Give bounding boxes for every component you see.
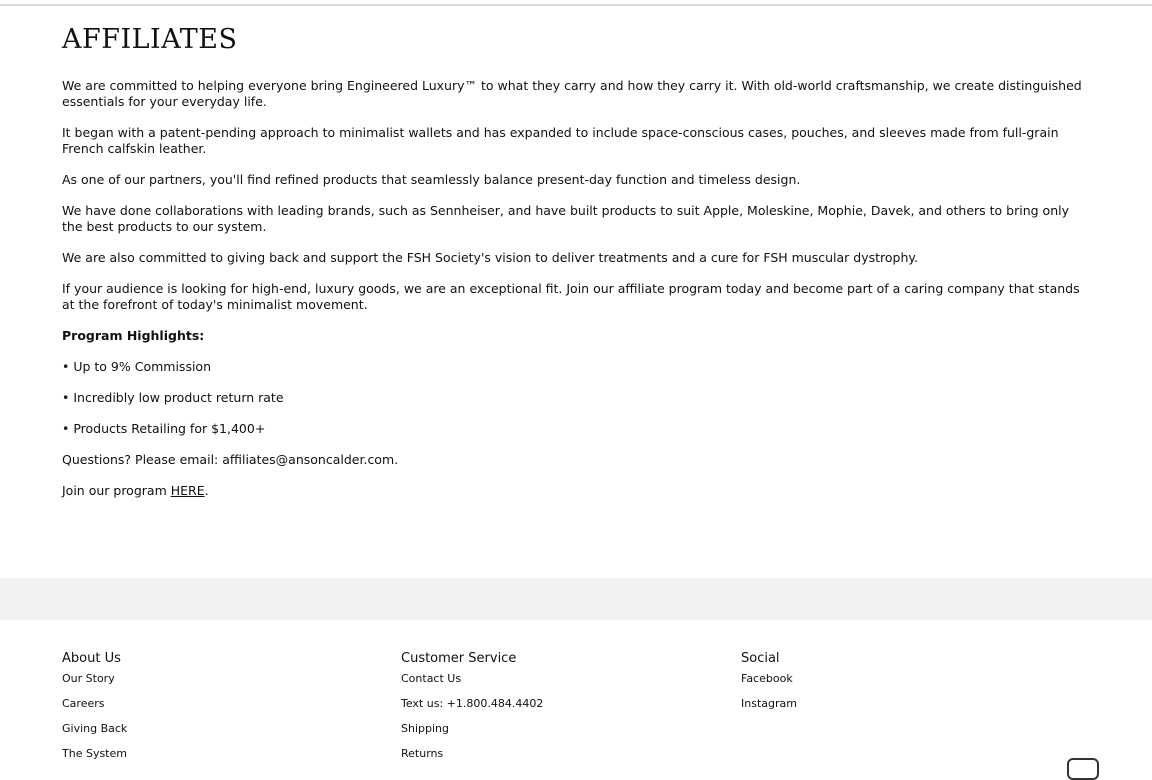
footer-link-careers[interactable]: Careers	[62, 697, 105, 710]
join-suffix: .	[204, 483, 209, 498]
intro-paragraph: We are committed to helping everyone bring Engineered Luxury™ to what they carry and how they carry it. With old-world craftsmanship, we create distinguished essentials for your everyday life.	[62, 78, 1082, 109]
footer-link-shipping[interactable]: Shipping	[401, 722, 449, 735]
footer-social-heading: Social	[741, 651, 780, 666]
chat-icon[interactable]	[1067, 758, 1099, 780]
footer-social-column	[741, 650, 797, 722]
footer-about-heading: About Us	[62, 651, 121, 666]
highlight-item: • Products Retailing for $1,400+	[62, 421, 266, 436]
highlight-item: • Up to 9% Commission	[62, 359, 211, 374]
join-line	[62, 483, 1092, 499]
questions-email: Questions? Please email: affiliates@ansoncalder.com.	[62, 452, 399, 467]
partners-paragraph: As one of our partners, you'll find refined products that seamlessly balance present-day function and timeless design.	[62, 172, 801, 187]
footer-link-facebook[interactable]: Facebook	[741, 672, 793, 685]
history-paragraph: It began with a patent-pending approach to minimalist wallets and has expanded to include space-conscious cases, pouches, and sleeves made from full-grain French calfskin leather.	[62, 125, 1059, 156]
footer-link-the-system[interactable]: The System	[62, 747, 127, 760]
footer-link-contact-us[interactable]: Contact Us	[401, 672, 462, 685]
collaborations-paragraph: We have done collaborations with leading brands, such as Sennheiser, and have built products to suit Apple, Moleskine, Mophie, Davek, and others to bring only the best products to our system.	[62, 203, 1070, 234]
giving-back-paragraph: We are also committed to giving back and support the FSH Society's vision to deliver treatments and a cure for FSH muscular dystrophy.	[62, 250, 918, 265]
page-title: AFFILIATES	[62, 24, 238, 55]
join-prefix: Join our program	[62, 483, 171, 498]
highlight-item: • Incredibly low product return rate	[62, 390, 284, 405]
footer-link-returns[interactable]: Returns	[401, 747, 444, 760]
audience-paragraph: If your audience is looking for high-end, luxury goods, we are an exceptional fit. Join our affiliate program today and become part of a caring company that stands at the forefront of today's minimalist movement.	[62, 281, 1080, 312]
footer-about-column	[62, 650, 127, 772]
footer-customer-service-heading: Customer Service	[401, 651, 517, 666]
affiliates-content	[62, 24, 1092, 514]
highlights-heading: Program Highlights:	[62, 328, 205, 343]
footer-link-text-us[interactable]: Text us: +1.800.484.4402	[401, 697, 544, 710]
footer-link-instagram[interactable]: Instagram	[741, 697, 797, 710]
footer-link-giving-back[interactable]: Giving Back	[62, 722, 128, 735]
header-divider	[0, 0, 1152, 6]
footer-customer-service-column	[401, 650, 543, 772]
footer-band	[0, 578, 1152, 620]
join-here-link[interactable]: HERE	[170, 483, 205, 498]
footer-link-our-story[interactable]: Our Story	[62, 672, 115, 685]
